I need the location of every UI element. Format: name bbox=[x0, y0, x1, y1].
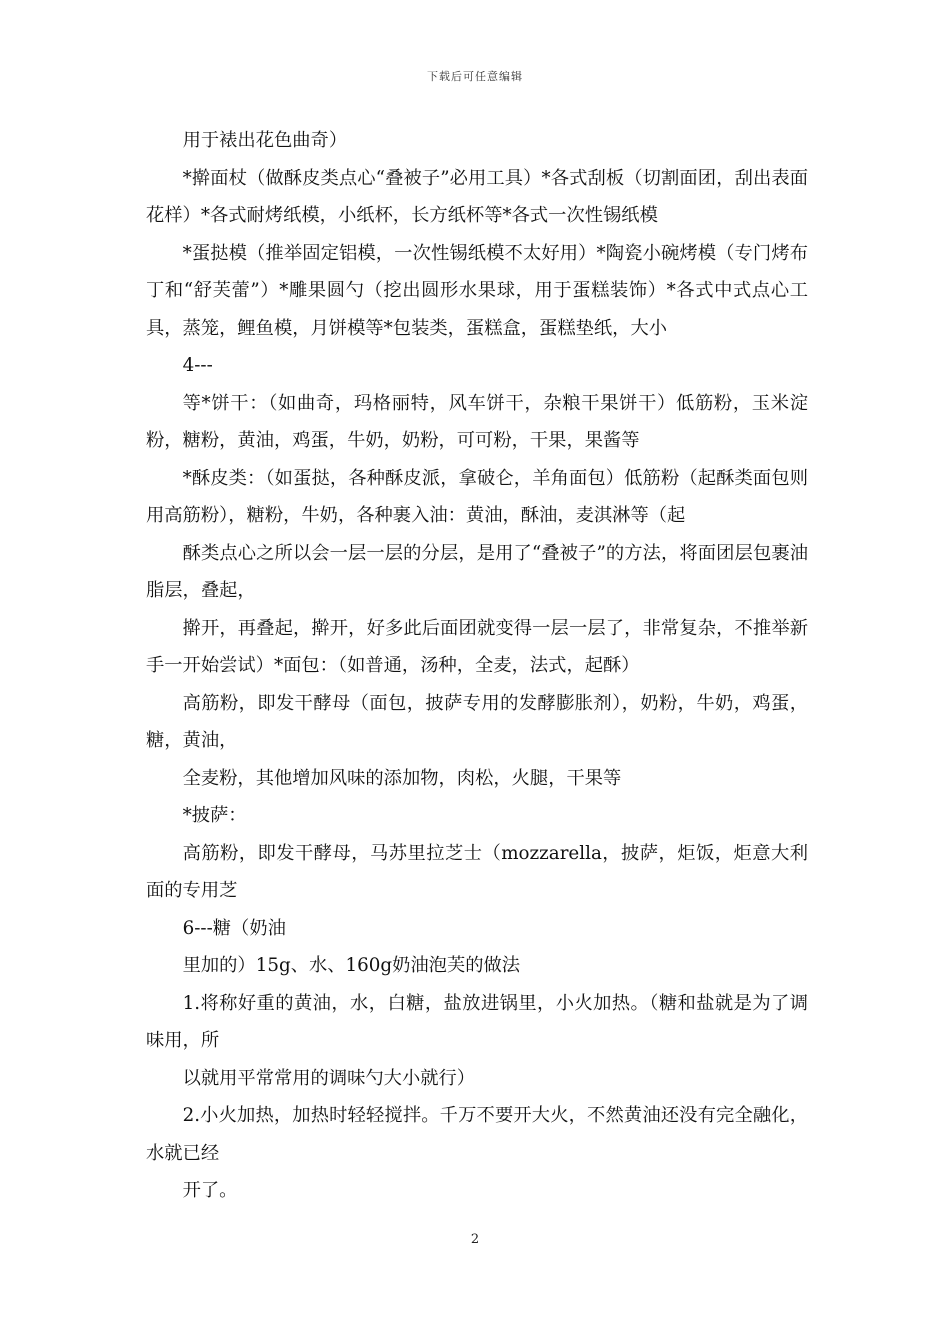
page-number: 2 bbox=[470, 1232, 480, 1247]
paragraph: 2.小火加热，加热时轻轻搅拌。千万不要开大火，不然黄油还没有完全融化，水就已经 bbox=[146, 1105, 808, 1164]
paragraph: 擀开，再叠起，擀开，好多此后面团就变得一层一层了，非常复杂，不推举新手一开始尝试）*面包：（如普通，汤种，全麦，法式，起酥） bbox=[146, 617, 808, 676]
paragraph: 4--- bbox=[182, 355, 213, 376]
document-body bbox=[146, 122, 808, 1210]
paragraph: 1.将称好重的黄油，水，白糖，盐放进锅里，小火加热。（糖和盐就是为了调味用，所 bbox=[146, 992, 808, 1051]
paragraph: 全麦粉，其他增加风味的添加物，肉松，火腿，干果等 bbox=[182, 767, 622, 789]
paragraph: *蛋挞模（推举固定铝模，一次性锡纸模不太好用）*陶瓷小碗烤模（专门烤布丁和“舒芙蕾”）*雕果圆勺（挖出圆形水果球，用于蛋糕装饰）*各式中式点心工具，蒸笼，鲤鱼模，月饼模等*包装类，蛋糕盒，蛋糕垫纸，大小 bbox=[146, 242, 808, 339]
paragraph: 里加的）15g、水、160g奶油泡芙的做法 bbox=[182, 955, 521, 976]
paragraph: 酥类点心之所以会一层一层的分层，是用了“叠被子”的方法，将面团层包裹油脂层，叠起， bbox=[146, 542, 808, 601]
header-note: 下载后可任意编辑 bbox=[427, 70, 523, 83]
paragraph: *披萨： bbox=[182, 805, 247, 826]
paragraph: *擀面杖（做酥皮类点心“叠被子”必用工具）*各式刮板（切割面团，刮出表面花样）*各式耐烤纸模，小纸杯，长方纸杯等*各式一次性锡纸模 bbox=[146, 167, 808, 226]
paragraph: 6---糖（奶油 bbox=[182, 917, 286, 939]
paragraph: 等*饼干：（如曲奇，玛格丽特，风车饼干，杂粮干果饼干）低筋粉，玉米淀粉，糖粉，黄油，鸡蛋，牛奶，奶粉，可可粉，干果，果酱等 bbox=[146, 392, 808, 451]
paragraph: 高筋粉，即发干酵母，马苏里拉芝士（mozzarella，披萨，炬饭，炬意大利面的专用芝 bbox=[146, 842, 808, 901]
paragraph: *酥皮类：（如蛋挞，各种酥皮派，拿破仑，羊角面包）低筋粉（起酥类面包则用高筋粉），糖粉，牛奶，各种裹入油：黄油，酥油，麦淇淋等（起 bbox=[146, 467, 808, 526]
paragraph: 以就用平常常用的调味勺大小就行） bbox=[182, 1067, 476, 1089]
paragraph: 高筋粉，即发干酵母（面包，披萨专用的发酵膨胀剂），奶粉，牛奶，鸡蛋，糖，黄油， bbox=[146, 692, 808, 751]
paragraph: 开了。 bbox=[182, 1180, 238, 1201]
paragraph: 用于裱出花色曲奇） bbox=[182, 130, 348, 151]
